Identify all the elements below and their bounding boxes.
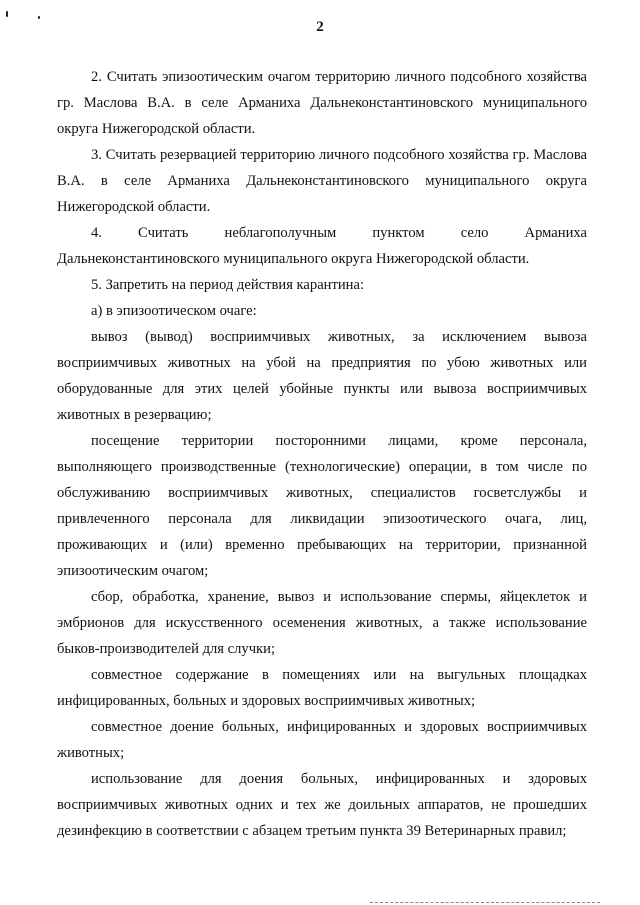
paragraph-joint-keeping-ban: совместное содержание в помещениях или на выгульных площадках инфицированных, больных и здоровых восприимчивых животных; [57, 667, 587, 709]
page-number: 2 [316, 19, 324, 35]
paragraph-item-4-unfavorable-point: 4. Считать неблагополучным пунктом село Арманиха Дальнеконстантиновского муниципального округа Нижегородской области. [57, 225, 587, 267]
paragraph-semen-ban: сбор, обработка, хранение, вывоз и использование спермы, яйцеклеток и эмбрионов для искусственного осеменения животных, а также использование быков-производителей для случки; [57, 589, 587, 657]
paragraph-item-5-prohibitions: 5. Запретить на период действия карантина: [91, 277, 365, 293]
paragraph-export-ban: вывоз (вывод) восприимчивых животных, за исключением вывоза восприимчивых животных на убой на предприятия по убою животных или оборудованные для этих целей убойные пункты или вывоза восприимчивых животных в резервацию; [57, 329, 587, 423]
paragraph-item-3-reservation: 3. Считать резервацией территорию личного подсобного хозяйства гр. Маслова В.А. в селе Арманиха Дальнеконстантиновского муниципального округа Нижегородской области. [57, 147, 587, 215]
paragraph-item-2-epizootic-focus: 2. Считать эпизоотическим очагом территорию личного подсобного хозяйства гр. Маслова В.А. в селе Арманиха Дальнеконстантиновского муниципального округа Нижегородской области. [57, 69, 587, 137]
document-body [57, 64, 587, 844]
paragraph-subitem-a: а) в эпизоотическом очаге: [91, 303, 257, 319]
scan-mark-left [6, 11, 8, 17]
paragraph-visit-ban: посещение территории посторонними лицами, кроме персонала, выполняющего производственные (технологические) операции, в том числе по обслуживанию восприимчивых животных, специалистов госветслужбы и привлеченного персонала для ликвидации эпизоотического очага, лиц, проживающих и (или) временно пребывающих на территории, признанной эпизоотическим очагом; [57, 433, 587, 579]
paragraph-joint-milking-ban: совместное доение больных, инфицированных и здоровых восприимчивых животных; [57, 719, 587, 761]
page-bottom-divider [370, 902, 600, 903]
paragraph-milking-equipment-ban: использование для доения больных, инфицированных и здоровых восприимчивых животных одних и тех же доильных аппаратов, не прошедших дезинфекцию в соответствии с абзацем третьим пункта 39 Ветеринарных правил; [57, 771, 587, 839]
